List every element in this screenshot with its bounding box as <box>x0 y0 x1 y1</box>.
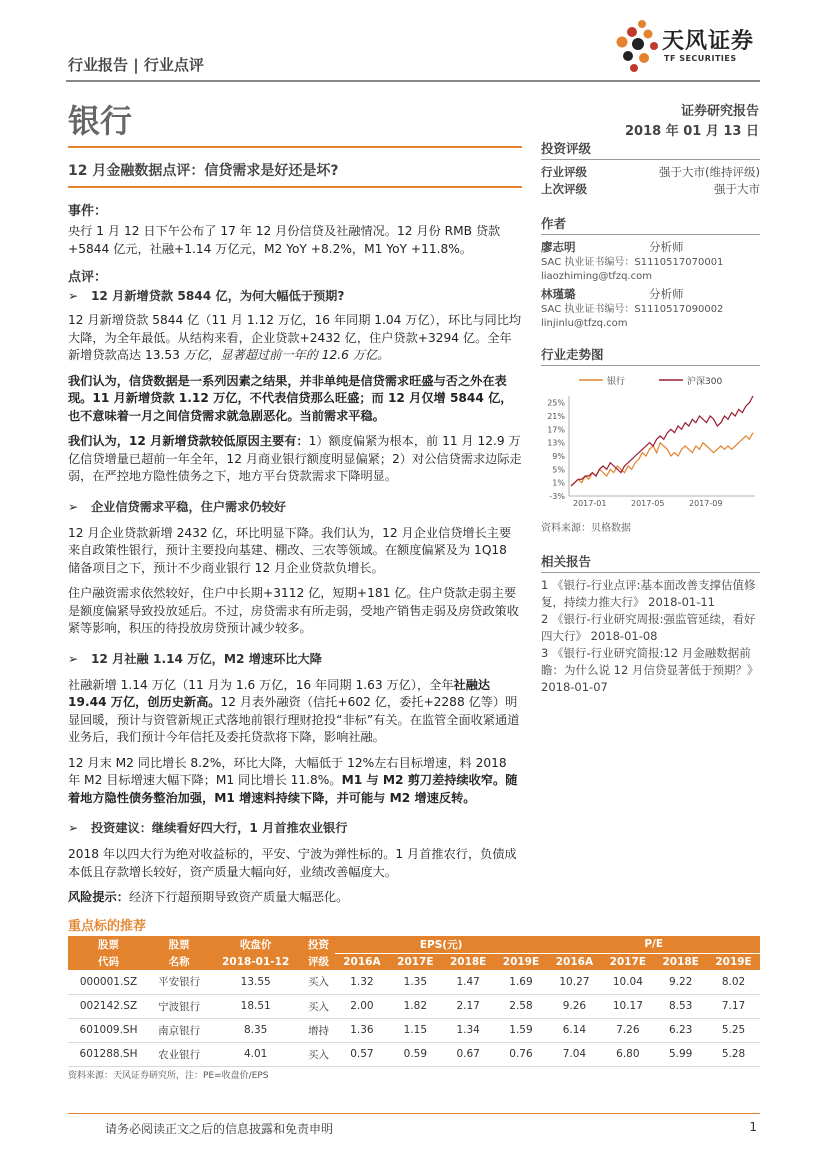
table-cell: 8.02 <box>707 970 760 994</box>
related-title: 相关报告 <box>541 554 592 569</box>
x-tick-label: 2017-05 <box>631 499 665 508</box>
related-report-2[interactable]: 2 《银行-行业研究周报:强监管延续，看好四大行》 2018-01-08 <box>541 612 756 643</box>
author-1-sac: SAC 执业证书编号：S1110517070001 <box>541 257 724 268</box>
x-tick-label: 2017-01 <box>573 499 607 508</box>
risk-text: 经济下行超预期导致资产质量大幅恶化。 <box>128 890 349 904</box>
author-1 <box>541 239 760 284</box>
table-cell: 买入 <box>302 970 335 994</box>
table-cell: 002142.SZ <box>68 994 149 1018</box>
related-report-3[interactable]: 3 《银行-行业研究简报:12 月金融数据前瞻：为什么说 12 月信贷显著低于预期？》 2018-01-07 <box>541 646 759 694</box>
table-cell: 1.34 <box>442 1018 495 1042</box>
table-cell: 5.99 <box>654 1042 707 1066</box>
table-head-cell: EPS(元) <box>335 936 548 953</box>
y-tick-label: 5% <box>552 465 565 475</box>
industry-rating-value: 强于大市(维持评级) <box>659 165 760 179</box>
table-cell: 7.26 <box>601 1018 654 1042</box>
company-name: 天风证券 <box>662 29 755 54</box>
company-logo-icon <box>612 18 662 74</box>
report-date: 2018 年 01 月 13 日 <box>625 124 759 139</box>
table-cell: 1.32 <box>335 970 389 994</box>
table-cell: 0.59 <box>389 1042 442 1066</box>
section-3-para-2 <box>68 755 522 808</box>
table-cell: 000001.SZ <box>68 970 149 994</box>
authors-title: 作者 <box>541 216 567 231</box>
section-3-para-2b: M1 与 M2 剪刀差持续收窄。随着地方隐性债务整治加强，M1 增速料持续下降，并可能与 M2 增速反转。 <box>68 773 518 805</box>
table-cell: 6.14 <box>547 1018 601 1042</box>
prev-rating-row <box>541 181 760 198</box>
title-top-rule <box>68 146 522 148</box>
table-cell: 1.69 <box>495 970 548 994</box>
y-tick-label: -3% <box>549 492 565 501</box>
table-head-cell: 2019E <box>715 955 752 968</box>
footer-divider <box>68 1113 760 1114</box>
table-cell: 1.35 <box>389 970 442 994</box>
table-cell: 平安银行 <box>149 970 209 994</box>
table-row <box>68 1018 760 1042</box>
table-cell: 9.22 <box>654 970 707 994</box>
table-cell: 0.67 <box>442 1042 495 1066</box>
section-1-para-1a: 12 月新增贷款 5844 亿（11 月 1.12 万亿，16 年同期 1.04 万亿），环比与同比均大降，为全年最低。从结构来看，企业贷款+2432 亿，住户贷款+3294 亿。全年新增贷款高达 13.53 <box>68 313 522 362</box>
author-2-role: 分析师 <box>649 287 684 301</box>
table-cell: 601288.SH <box>68 1042 149 1066</box>
table-title: 重点标的推荐 <box>68 919 147 934</box>
y-tick-label: 21% <box>547 412 565 421</box>
section-4-heading <box>68 819 522 836</box>
risk-warning <box>68 889 522 907</box>
table-cell: 6.80 <box>601 1042 654 1066</box>
table-cell: 2.00 <box>335 994 389 1018</box>
section-4-title: 投资建议：继续看好四大行，1 月首推农业银行 <box>90 821 348 835</box>
table-head-cell: 2016A <box>343 955 381 968</box>
section-1-para-2: 我们认为，信贷数据是一系列因素之结果，并非单纯是信贷需求旺盛与否之外在表现。11 月新增贷款 1.12 万亿，不代表信贷那么旺盛；而 12 月仅增 5844 亿，也不意味着一月之间信贷需求就急剧恶化。当前需求平稳。 <box>68 373 513 423</box>
section-2-heading <box>68 498 522 515</box>
section-1-para-3 <box>68 433 522 486</box>
rating-title: 投资评级 <box>541 141 592 156</box>
section-3-para-2a: 12 月末 M2 同比增长 8.2%，环比大降，大幅低于 12%左右目标增速，料 2018 年 M2 目标增速大幅下降；M1 同比增长 11.8%。 <box>68 755 507 787</box>
table-head-row-2 <box>68 953 760 970</box>
section-4-para-1: 2018 年以四大行为绝对收益标的，平安、宁波为弹性标的。1 月首推农行，负债成本低且存款增长较好，资产质量大幅向好，业绩改善幅度大。 <box>68 847 517 879</box>
table-cell: 5.28 <box>707 1042 760 1066</box>
trend-chart <box>541 368 760 514</box>
section-1-para-1 <box>68 312 522 365</box>
bullet-arrow-icon: ➢ <box>68 289 79 303</box>
section-3-heading <box>68 650 522 667</box>
industry-rating-label: 行业评级 <box>541 165 587 179</box>
table-head-cell: 名称 <box>168 956 190 968</box>
table-cell: 6.23 <box>654 1018 707 1042</box>
author-2 <box>541 286 760 331</box>
y-tick-label: 9% <box>552 452 565 461</box>
related-report-1[interactable]: 1 《银行-行业点评:基本面改善支撑估值修复，持续力推大行》 2018-01-11 <box>541 578 756 609</box>
legend-label: 沪深300 <box>687 377 723 387</box>
x-tick-label: 2017-09 <box>689 499 723 508</box>
y-tick-label: 1% <box>552 478 565 488</box>
table-cell: 买入 <box>302 994 335 1018</box>
section-1-para-3a: 我们认为，12 月新增贷款较低原因主要有： <box>68 434 309 448</box>
stock-table <box>68 936 760 1067</box>
table-head-cell: 收盘价 <box>239 939 272 951</box>
report-type: 证券研究报告 <box>680 104 759 119</box>
table-cell: 农业银行 <box>149 1042 209 1066</box>
table-head-cell: 股票 <box>98 939 120 951</box>
section-3-para-1 <box>68 677 522 747</box>
y-tick-label: 17% <box>547 425 565 435</box>
table-head-cell: 2019E <box>502 955 540 968</box>
header-divider <box>66 80 760 82</box>
table-cell: 9.26 <box>547 994 601 1018</box>
event-text: 央行 1 月 12 日下午公布了 17 年 12 月份信贷及社融情况。12 月份 RMB 贷款+5844 亿元，社融+1.14 万亿元，M2 YoY +8.2%，M1 YoY +11.8%。 <box>68 224 501 256</box>
author-1-role: 分析师 <box>649 240 684 254</box>
table-cell: 0.76 <box>495 1042 548 1066</box>
author-2-name: 林瑾璐 <box>541 287 576 301</box>
table-cell: 13.55 <box>209 970 302 994</box>
section-3-para-1b: 社融达 19.44 万亿，创历史新高。 <box>68 677 491 709</box>
table-cell: 2.17 <box>442 994 495 1018</box>
series-line-沪深300 <box>571 396 753 486</box>
industry-title: 银行 <box>68 102 133 140</box>
table-row <box>68 1042 760 1066</box>
table-cell: 买入 <box>302 1042 335 1066</box>
comments-heading: 点评： <box>68 270 108 285</box>
table-cell: 增持 <box>302 1018 335 1042</box>
report-title: 12 月金融数据点评：信贷需求是好还是坏? <box>68 163 339 179</box>
table-cell: 1.15 <box>389 1018 442 1042</box>
author-2-email[interactable]: linjinlu@tfzq.com <box>541 318 628 329</box>
table-cell: 10.17 <box>601 994 654 1018</box>
sidebar <box>541 139 760 696</box>
prev-rating-value: 强于大市 <box>714 182 760 196</box>
table-cell: 1.36 <box>335 1018 389 1042</box>
section-3-para-1c: 12 月表外融资（信托+602 亿，委托+2288 亿等）明显回暖，预计与资管新规正式落地前银行理财抢投“非标”有关。在监管全面收紧通道业务后，我们预计今年信托及委托贷款将下降，影响社融。 <box>68 695 520 744</box>
page-number: 1 <box>749 1120 757 1134</box>
section-1-title: 12 月新增贷款 5844 亿，为何大幅低于预期? <box>90 289 345 303</box>
table-head-cell: P/E <box>547 936 760 953</box>
section-2-para-1: 12 月企业贷款新增 2432 亿，环比明显下降。我们认为，12 月企业信贷增长主要来自政策性银行，预计主要投向基建、棚改、三农等领域。在额度偏紧及为 1Q18 储备项目之下，预计不少商业银行 12 月企业贷款负增长。 <box>68 525 512 575</box>
prev-rating-label: 上次评级 <box>541 182 587 196</box>
table-head-cell: 2017E <box>397 955 434 968</box>
table-cell: 7.17 <box>707 994 760 1018</box>
table-row <box>68 970 760 994</box>
y-tick-label: 25% <box>547 398 565 408</box>
table-cell: 8.53 <box>654 994 707 1018</box>
title-bottom-rule <box>68 186 522 188</box>
section-1-para-3b: 1）额度偏紧为根本，前 11 月 12.9 万亿信贷增量已超前一年全年，12 月商业银行额度明显偏紧；2）对公信贷需求边际走弱，在严控地方隐性债务之下，地方平台贷款需求下降明显。 <box>68 434 522 483</box>
section-1-heading <box>68 287 522 304</box>
table-cell: 8.35 <box>209 1018 302 1042</box>
table-cell: 1.82 <box>389 994 442 1018</box>
table-cell: 1.59 <box>495 1018 548 1042</box>
table-head-cell: 2018-01-12 <box>222 955 290 968</box>
table-cell: 0.57 <box>335 1042 389 1066</box>
table-head-cell: 投资 <box>308 939 330 951</box>
industry-rating-row <box>541 164 760 181</box>
table-head-cell: 2017E <box>609 955 647 968</box>
table-cell: 南京银行 <box>149 1018 209 1042</box>
table-cell: 4.01 <box>209 1042 302 1066</box>
chart-source: 资料来源：贝格数据 <box>541 523 631 534</box>
table-cell: 2.58 <box>495 994 548 1018</box>
series-line-银行 <box>571 433 753 486</box>
author-2-sac: SAC 执业证书编号：S1110517090002 <box>541 304 724 315</box>
table-cell: 宁波银行 <box>149 994 209 1018</box>
main-column <box>68 200 522 907</box>
table-row <box>68 994 760 1018</box>
section-3-title: 12 月社融 1.14 万亿，M2 增速环比大降 <box>90 651 322 666</box>
company-name-en: TF SECURITIES <box>664 54 737 63</box>
author-1-name: 廖志明 <box>541 240 576 254</box>
legend-label: 银行 <box>607 377 626 387</box>
bullet-arrow-icon: ➢ <box>68 651 79 666</box>
section-1-para-1b: 万亿，显著超过前一年的 12.6 万亿。 <box>183 348 390 362</box>
table-head-cell: 评级 <box>308 956 330 968</box>
table-cell: 18.51 <box>209 994 302 1018</box>
event-heading: 事件： <box>68 204 108 219</box>
table-head-cell: 2018E <box>662 955 699 968</box>
section-2-para-2: 住户融资需求依然较好，住户中长期+3112 亿，短期+181 亿。住户贷款走弱主要是额度偏紧导致投放延后。不过，房贷需求有所走弱，受地产销售走弱及房贷政策收紧等影响，积压的待投放房贷预计减少较多。 <box>68 586 519 635</box>
table-cell: 10.27 <box>547 970 601 994</box>
author-1-email[interactable]: liaozhiming@tfzq.com <box>541 271 652 282</box>
table-head-cell: 代码 <box>98 956 120 968</box>
bullet-arrow-icon: ➢ <box>68 499 79 514</box>
y-tick-label: 13% <box>547 438 565 448</box>
section-2-title: 企业信贷需求平稳，住户需求仍较好 <box>90 499 286 514</box>
table-cell: 1.47 <box>442 970 495 994</box>
table-cell: 601009.SH <box>68 1018 149 1042</box>
table-cell: 10.04 <box>601 970 654 994</box>
footer-disclaimer[interactable]: 请务必阅读正文之后的信息披露和免责申明 <box>105 1122 334 1136</box>
bullet-arrow-icon: ➢ <box>68 821 79 835</box>
table-head-row-1 <box>68 936 760 953</box>
table-head-cell: 2016A <box>555 955 594 968</box>
section-3-para-1a: 社融新增 1.14 万亿（11 月为 1.6 万亿，16 年同期 1.63 万亿），全年 <box>68 677 454 692</box>
table-cell: 7.04 <box>547 1042 601 1066</box>
risk-label: 风险提示： <box>68 890 129 904</box>
table-source: 资料来源：天风证券研究所，注：PE=收盘价/EPS <box>68 1071 269 1081</box>
table-head-cell: 2018E <box>449 955 487 968</box>
table-head-cell: 股票 <box>168 939 190 951</box>
table-cell: 5.25 <box>707 1018 760 1042</box>
report-category: 行业报告 | 行业点评 <box>68 56 204 74</box>
trend-title: 行业走势图 <box>541 347 604 362</box>
